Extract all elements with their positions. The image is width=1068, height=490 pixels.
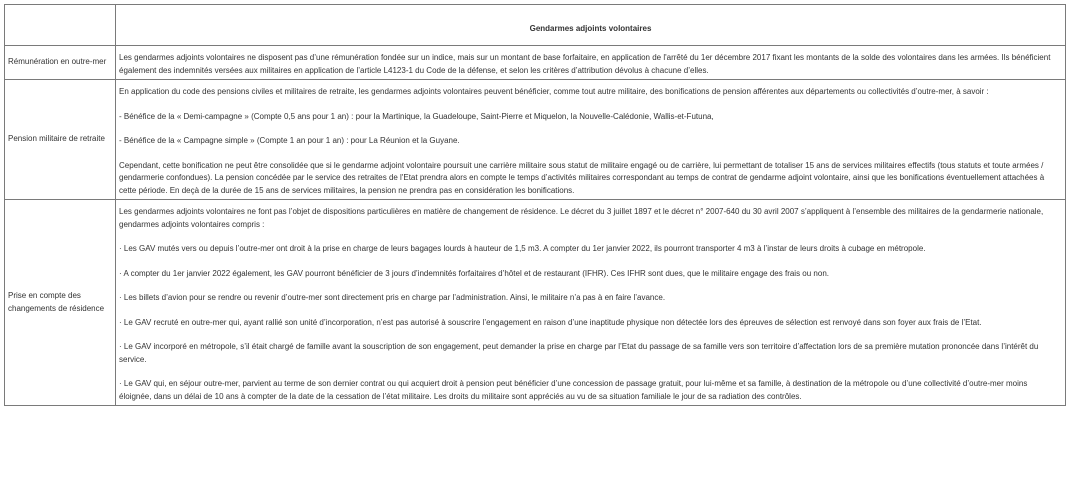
- paragraph: - Bénéfice de la « Campagne simple » (Compte 1 an pour 1 an) : pour La Réunion et la Guyane.: [119, 136, 460, 145]
- table-header-row: [5, 5, 1066, 46]
- paragraph: · Les billets d’avion pour se rendre ou revenir d’outre-mer sont directement pris en charge par l’administration. Ainsi, le militaire n’a pas à en faire l’avance.: [119, 293, 666, 302]
- row-label: Pension militaire de retraite: [5, 80, 116, 200]
- paragraph: · Le GAV incorporé en métropole, s’il était chargé de famille avant la souscription de son engagement, peut demander la prise en charge par l’Etat du passage de sa famille vers son territoire d’affectation lors de sa première mutation prononcée dans l’intérêt du service.: [119, 342, 1039, 364]
- paragraph: · Les GAV mutés vers ou depuis l’outre-mer ont droit à la prise en charge de leurs bagages lourds à hauteur de 1,5 m3. A compter du 1er janvier 2022, ils pourront transporter 4 m3 à l’instar de leurs droits à cubage en métropole.: [119, 244, 926, 253]
- paragraph: En application du code des pensions civiles et militaires de retraite, les gendarmes adjoints volontaires peuvent bénéficier, comme tout autre militaire, des bonifications de pension afférentes aux départements ou collectivités d’outre-mer, à savoir :: [119, 87, 989, 96]
- row-label: Rémunération en outre-mer: [5, 46, 116, 80]
- column-header: Gendarmes adjoints volontaires: [116, 5, 1066, 46]
- paragraph: · A compter du 1er janvier 2022 également, les GAV pourront bénéficier de 3 jours d’indemnités forfaitaires d’hôtel et de restaurant (IFHR). Ces IFHR sont dues, que le militaire engage des frais ou non.: [119, 268, 829, 278]
- table-row-remuneration: [5, 46, 1066, 80]
- row-content: [116, 46, 1066, 80]
- table-row-residence: [5, 200, 1066, 406]
- paragraph: · Le GAV recruté en outre-mer qui, ayant rallié son unité d’incorporation, n’est pas autorisé à souscrire l’engagement en raison d’une inaptitude physique non détectée lors des épreuves de sélection est renvoyé dans son foyer aux frais de l’Etat.: [119, 317, 982, 327]
- comparison-table: [4, 4, 1066, 406]
- paragraph: Les gendarmes adjoints volontaires ne font pas l’objet de dispositions particulières en matière de changement de résidence. Le décret du 3 juillet 1897 et le décret n° 2007-640 du 30 avril 2007 s’appliquent à l’ensemble des militaires de la gendarmerie nationale, gendarmes adjoints volontaires compris :: [119, 207, 1044, 229]
- paragraph: - Bénéfice de la « Demi-campagne » (Compte 0,5 ans pour 1 an) : pour la Martinique, la Guadeloupe, Saint-Pierre et Miquelon, la Nouvelle-Calédonie, Wallis-et-Futuna,: [119, 111, 714, 121]
- row-label: Prise en compte des changements de résidence: [5, 200, 116, 406]
- paragraph: · Le GAV qui, en séjour outre-mer, parvient au terme de son dernier contrat ou qui acquiert droit à pension peut bénéficier d’une concession de passage gratuit, pour lui-même et sa famille, à destination de la métropole ou d’une collectivité d’outre-mer moins éloignée, dans un délai de 10 ans à compter de la date de la cessation de l’état militaire. Les droits du militaire sont appréciés au vu de sa situation familiale le jour de sa radiation des contrôles.: [119, 379, 1028, 401]
- table-row-pension: [5, 80, 1066, 200]
- row-content: [116, 80, 1066, 200]
- row-content: [116, 200, 1066, 406]
- header-empty-cell: [5, 5, 116, 46]
- paragraph: Cependant, cette bonification ne peut être consolidée que si le gendarme adjoint volontaire poursuit une carrière militaire sous statut de militaire engagé ou de carrière, lui permettant de totaliser 15 ans de services militaires effectifs (tous statuts et toute armées / gendarmerie confondues). La pension concédée par le service des retraites de l'Etat prendra alors en compte le temps d’activités militaires correspondant au temps de contrat de gendarme adjoint volontaire, ainsi que les bonifications éventuellement attachées à cette période. En deçà de la durée de 15 ans de services militaires, la pension ne prendra pas en considération les bonifications.: [119, 160, 1045, 195]
- paragraph: Les gendarmes adjoints volontaires ne disposent pas d’une rémunération fondée sur un indice, mais sur un montant de base forfaitaire, en application de l'arrêté du 1er décembre 2017 fixant les montants de la solde des volontaires dans les armées. Ils bénéficient également des indemnités versées aux militaires en application de l’article L4123-1 du Code de la défense, et selon les critères d’attribution dévolus à chacune d’elles.: [119, 53, 1051, 75]
